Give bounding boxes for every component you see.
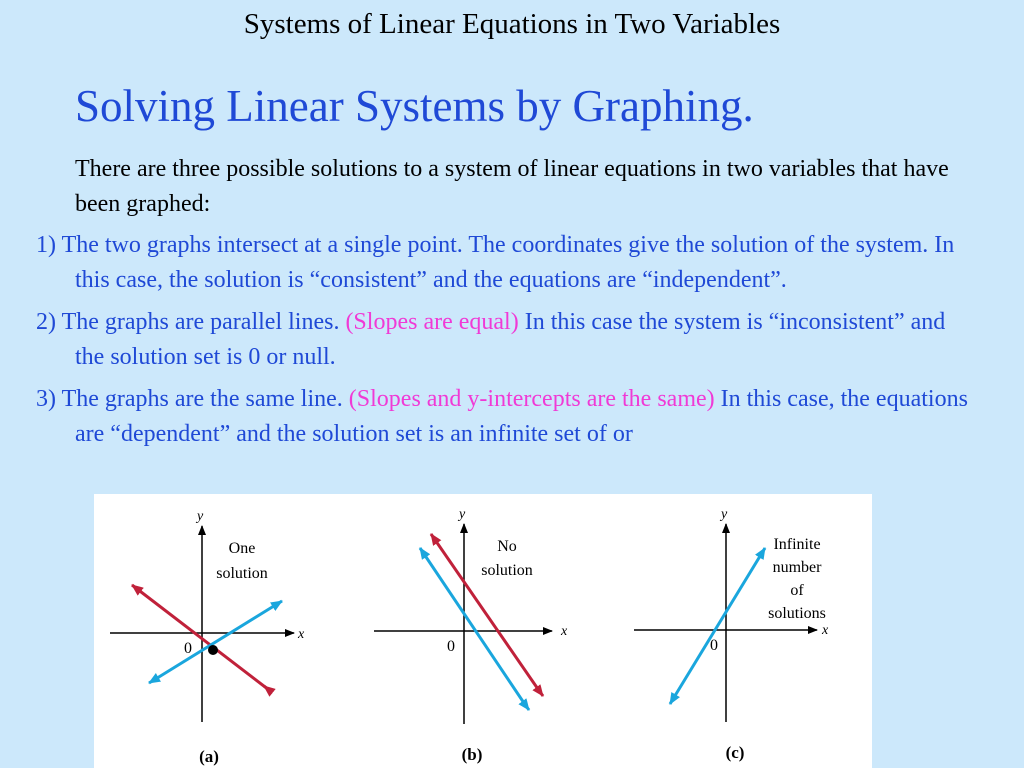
- list-item-one-solution: [36, 228, 971, 298]
- list-item-text: In this case the system is “inconsistent” and the solution set is 0 or null.: [75, 309, 946, 370]
- y-axis-label: y: [721, 507, 728, 522]
- red-line-arrow: [264, 686, 269, 690]
- list-item-highlight: (Slopes and y-intercepts are the same): [348, 386, 715, 412]
- y-axis-label: y: [459, 507, 466, 522]
- blue-line-arrow: [670, 699, 673, 704]
- solution-types-list: [36, 228, 971, 459]
- slide-title: Solving Linear Systems by Graphing.: [75, 81, 754, 131]
- panel-b: [374, 507, 568, 764]
- red-line-arrow: [540, 692, 543, 696]
- panel-c: [634, 507, 829, 762]
- blue-line: [154, 601, 282, 680]
- panel-a: [110, 509, 305, 766]
- intersection-point: [208, 645, 218, 655]
- intro-paragraph: There are three possible solutions to a system of linear equations in two variables that have been graphed:: [75, 156, 949, 217]
- y-axis-label: y: [197, 509, 204, 524]
- panel-caption: solution: [216, 565, 268, 582]
- list-item-number: 2): [36, 309, 62, 335]
- panel-caption: One: [228, 540, 256, 557]
- x-axis-label: x: [822, 623, 829, 638]
- list-item-text: In this case, the equations are “dependent” and the solution set is an infinite set of or: [75, 386, 968, 447]
- panel-label: (a): [199, 747, 219, 766]
- panel-caption: Infinite: [773, 536, 821, 553]
- list-item-infinite-solutions: [36, 382, 971, 452]
- list-item-highlight: (Slopes are equal): [345, 309, 519, 335]
- graphs-figure: [94, 494, 872, 768]
- origin-label: 0: [447, 638, 455, 655]
- x-axis-label: x: [561, 624, 568, 639]
- list-item-number: 3): [36, 386, 62, 412]
- list-item-text: The graphs are the same line.: [61, 386, 349, 412]
- list-item-number: 1): [36, 232, 62, 258]
- panel-label: (c): [725, 743, 745, 762]
- list-item-text: The two graphs intersect at a single point. The coordinates give the solution of the system. In this case, the solution is “consistent” and the equations are “independent”.: [61, 232, 955, 293]
- panel-caption: number: [772, 559, 822, 576]
- red-line: [132, 585, 269, 690]
- blue-line: [673, 548, 765, 699]
- panel-caption: No: [497, 538, 517, 555]
- panel-caption: of: [790, 582, 804, 599]
- list-item-text: The graphs are parallel lines.: [61, 309, 346, 335]
- blue-line-arrow: [149, 680, 154, 683]
- graphs-svg: [94, 494, 872, 768]
- slide-header: Systems of Linear Equations in Two Variables: [243, 8, 781, 40]
- panel-caption: solutions: [768, 605, 826, 622]
- red-line: [431, 534, 540, 692]
- origin-label: 0: [710, 637, 718, 654]
- panel-caption: solution: [481, 562, 533, 579]
- blue-line-arrow: [526, 706, 529, 710]
- x-axis-label: x: [298, 627, 305, 642]
- list-item-no-solution: [36, 305, 971, 375]
- panel-label: (b): [461, 745, 483, 764]
- origin-label: 0: [184, 640, 192, 657]
